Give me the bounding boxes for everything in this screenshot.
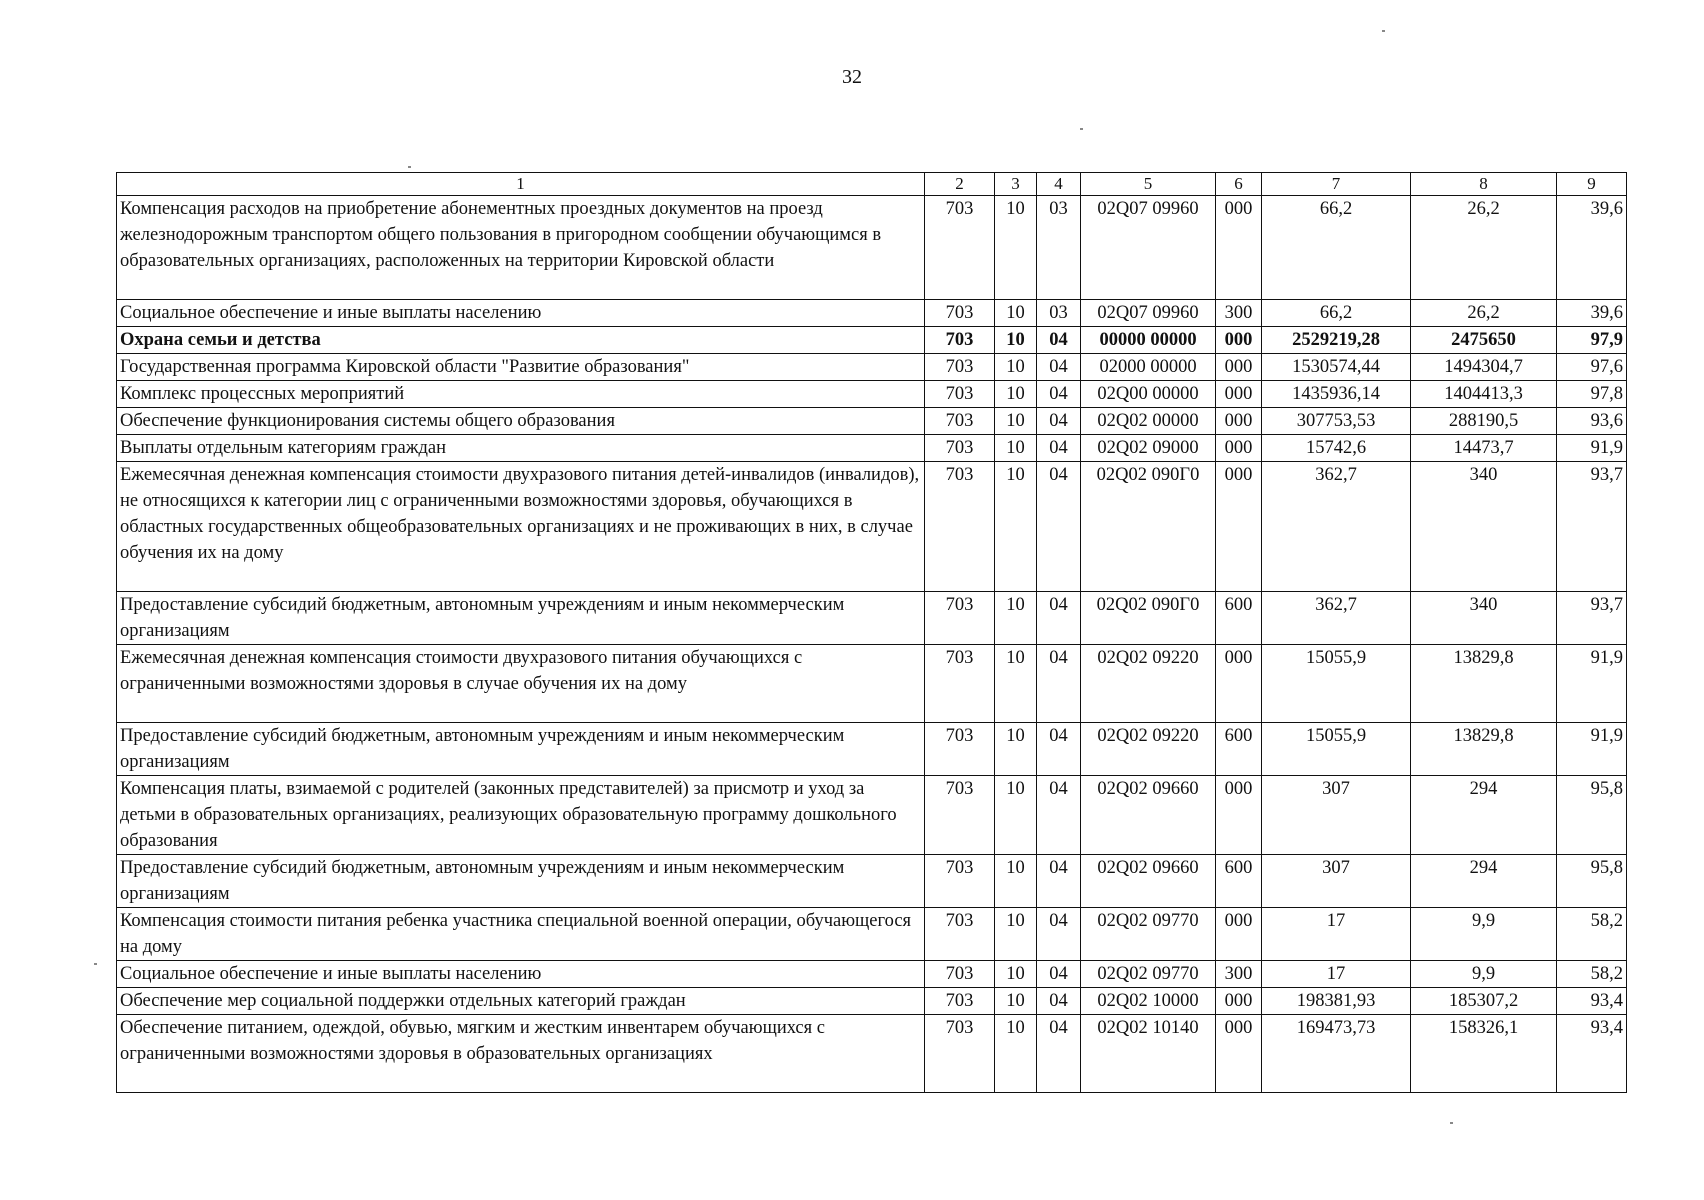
- row-col7-cell: 307: [1262, 855, 1411, 908]
- row-col3-cell: 10: [995, 908, 1037, 961]
- row-col5-cell: 02Q02 10000: [1081, 988, 1216, 1015]
- row-col3-cell: 10: [995, 354, 1037, 381]
- row-col4-cell: 04: [1037, 408, 1081, 435]
- scan-speck: [1450, 1122, 1453, 1124]
- table-row: [117, 855, 1627, 908]
- row-col5-cell: 02Q02 09660: [1081, 855, 1216, 908]
- row-col4-cell: 04: [1037, 988, 1081, 1015]
- row-col8-cell: 288190,5: [1411, 408, 1557, 435]
- row-col7-cell: 2529219,28: [1262, 327, 1411, 354]
- row-col9-cell: 97,6: [1557, 354, 1627, 381]
- row-col9-cell: 91,9: [1557, 435, 1627, 462]
- row-col6-cell: 000: [1216, 776, 1262, 855]
- row-col4-cell: 04: [1037, 327, 1081, 354]
- row-col9-cell: 39,6: [1557, 300, 1627, 327]
- row-col7-cell: 169473,73: [1262, 1015, 1411, 1093]
- row-name-cell: Обеспечение мер социальной поддержки отдельных категорий граждан: [117, 988, 925, 1015]
- row-col2-cell: 703: [925, 776, 995, 855]
- row-col5-cell: 02Q02 090Г0: [1081, 592, 1216, 645]
- row-col6-cell: 300: [1216, 961, 1262, 988]
- row-col3-cell: 10: [995, 855, 1037, 908]
- row-col8-cell: 185307,2: [1411, 988, 1557, 1015]
- row-col8-cell: 14473,7: [1411, 435, 1557, 462]
- table-row: [117, 435, 1627, 462]
- row-name-cell: Обеспечение функционирования системы общего образования: [117, 408, 925, 435]
- column-header-4: 4: [1037, 173, 1081, 196]
- row-col5-cell: 00000 00000: [1081, 327, 1216, 354]
- row-col2-cell: 703: [925, 327, 995, 354]
- row-col8-cell: 9,9: [1411, 961, 1557, 988]
- column-header-5: 5: [1081, 173, 1216, 196]
- column-header-7: 7: [1262, 173, 1411, 196]
- row-col7-cell: 66,2: [1262, 196, 1411, 300]
- row-col4-cell: 04: [1037, 435, 1081, 462]
- row-col7-cell: 15055,9: [1262, 645, 1411, 723]
- row-col9-cell: 93,6: [1557, 408, 1627, 435]
- row-col6-cell: 000: [1216, 435, 1262, 462]
- row-col3-cell: 10: [995, 381, 1037, 408]
- row-name-cell: Предоставление субсидий бюджетным, автономным учреждениям и иным некоммерческим организациям: [117, 855, 925, 908]
- table-row: [117, 354, 1627, 381]
- row-col8-cell: 294: [1411, 855, 1557, 908]
- table-row: [117, 961, 1627, 988]
- row-col5-cell: 02Q02 09770: [1081, 908, 1216, 961]
- table-row: [117, 196, 1627, 300]
- row-col6-cell: 000: [1216, 327, 1262, 354]
- row-col7-cell: 1530574,44: [1262, 354, 1411, 381]
- row-col2-cell: 703: [925, 1015, 995, 1093]
- row-col8-cell: 158326,1: [1411, 1015, 1557, 1093]
- row-col6-cell: 000: [1216, 196, 1262, 300]
- row-col5-cell: 02000 00000: [1081, 354, 1216, 381]
- row-col7-cell: 362,7: [1262, 592, 1411, 645]
- scan-speck: [408, 166, 411, 168]
- page-number: 32: [842, 66, 862, 88]
- row-col7-cell: 307753,53: [1262, 408, 1411, 435]
- row-col2-cell: 703: [925, 435, 995, 462]
- row-col3-cell: 10: [995, 988, 1037, 1015]
- row-col8-cell: 9,9: [1411, 908, 1557, 961]
- row-col9-cell: 58,2: [1557, 908, 1627, 961]
- row-col8-cell: 1404413,3: [1411, 381, 1557, 408]
- row-col8-cell: 1494304,7: [1411, 354, 1557, 381]
- row-col8-cell: 13829,8: [1411, 645, 1557, 723]
- row-col8-cell: 2475650: [1411, 327, 1557, 354]
- row-col4-cell: 04: [1037, 961, 1081, 988]
- table-row: [117, 723, 1627, 776]
- row-col8-cell: 13829,8: [1411, 723, 1557, 776]
- row-col3-cell: 10: [995, 961, 1037, 988]
- row-name-cell: Социальное обеспечение и иные выплаты населению: [117, 961, 925, 988]
- row-name-cell: Охрана семьи и детства: [117, 327, 925, 354]
- row-col6-cell: 000: [1216, 908, 1262, 961]
- row-col3-cell: 10: [995, 645, 1037, 723]
- row-col6-cell: 600: [1216, 855, 1262, 908]
- row-col9-cell: 93,7: [1557, 462, 1627, 592]
- row-name-cell: Предоставление субсидий бюджетным, автономным учреждениям и иным некоммерческим организациям: [117, 723, 925, 776]
- row-col5-cell: 02Q02 00000: [1081, 408, 1216, 435]
- row-col5-cell: 02Q02 09000: [1081, 435, 1216, 462]
- scan-speck: [1382, 30, 1385, 32]
- row-col9-cell: 97,8: [1557, 381, 1627, 408]
- row-col7-cell: 307: [1262, 776, 1411, 855]
- row-col2-cell: 703: [925, 300, 995, 327]
- row-col8-cell: 340: [1411, 592, 1557, 645]
- row-name-cell: Государственная программа Кировской области "Развитие образования": [117, 354, 925, 381]
- row-col9-cell: 93,4: [1557, 1015, 1627, 1093]
- row-col5-cell: 02Q07 09960: [1081, 196, 1216, 300]
- row-col5-cell: 02Q00 00000: [1081, 381, 1216, 408]
- row-col8-cell: 26,2: [1411, 196, 1557, 300]
- row-col4-cell: 04: [1037, 908, 1081, 961]
- table-row: [117, 462, 1627, 592]
- table-row: [117, 988, 1627, 1015]
- row-col9-cell: 91,9: [1557, 723, 1627, 776]
- row-col7-cell: 15055,9: [1262, 723, 1411, 776]
- row-col9-cell: 93,4: [1557, 988, 1627, 1015]
- row-col3-cell: 10: [995, 462, 1037, 592]
- row-col5-cell: 02Q02 09220: [1081, 723, 1216, 776]
- column-header-8: 8: [1411, 173, 1557, 196]
- row-col3-cell: 10: [995, 776, 1037, 855]
- row-col6-cell: 300: [1216, 300, 1262, 327]
- table-row: [117, 327, 1627, 354]
- row-col6-cell: 000: [1216, 381, 1262, 408]
- row-col4-cell: 04: [1037, 855, 1081, 908]
- row-col4-cell: 03: [1037, 196, 1081, 300]
- row-col3-cell: 10: [995, 723, 1037, 776]
- table-row: [117, 1015, 1627, 1093]
- row-col9-cell: 95,8: [1557, 855, 1627, 908]
- row-col5-cell: 02Q02 09770: [1081, 961, 1216, 988]
- row-col4-cell: 04: [1037, 776, 1081, 855]
- row-col8-cell: 340: [1411, 462, 1557, 592]
- row-col4-cell: 04: [1037, 723, 1081, 776]
- row-col5-cell: 02Q02 09220: [1081, 645, 1216, 723]
- scan-speck: [1080, 128, 1083, 130]
- table-row: [117, 592, 1627, 645]
- row-col7-cell: 17: [1262, 961, 1411, 988]
- row-col4-cell: 04: [1037, 592, 1081, 645]
- row-name-cell: Компенсация расходов на приобретение абонементных проездных документов на проезд железнодорожным транспортом общего пользования в пригородном сообщении обучающимся в образовательных организациях, расположенных на территории Кировской области: [117, 196, 925, 300]
- column-header-3: 3: [995, 173, 1037, 196]
- row-col7-cell: 362,7: [1262, 462, 1411, 592]
- row-col2-cell: 703: [925, 354, 995, 381]
- row-col6-cell: 600: [1216, 723, 1262, 776]
- row-col9-cell: 95,8: [1557, 776, 1627, 855]
- row-col3-cell: 10: [995, 1015, 1037, 1093]
- row-col8-cell: 294: [1411, 776, 1557, 855]
- column-header-2: 2: [925, 173, 995, 196]
- row-col4-cell: 04: [1037, 381, 1081, 408]
- row-col9-cell: 97,9: [1557, 327, 1627, 354]
- row-col2-cell: 703: [925, 988, 995, 1015]
- row-col5-cell: 02Q02 09660: [1081, 776, 1216, 855]
- row-col6-cell: 600: [1216, 592, 1262, 645]
- column-header-1: 1: [117, 173, 925, 196]
- row-col2-cell: 703: [925, 196, 995, 300]
- table-row: [117, 776, 1627, 855]
- row-name-cell: Комплекс процессных мероприятий: [117, 381, 925, 408]
- row-col9-cell: 91,9: [1557, 645, 1627, 723]
- row-col2-cell: 703: [925, 961, 995, 988]
- row-col6-cell: 000: [1216, 408, 1262, 435]
- row-col3-cell: 10: [995, 592, 1037, 645]
- row-name-cell: Предоставление субсидий бюджетным, автономным учреждениям и иным некоммерческим организациям: [117, 592, 925, 645]
- row-col4-cell: 04: [1037, 1015, 1081, 1093]
- row-name-cell: Обеспечение питанием, одеждой, обувью, мягким и жестким инвентарем обучающихся с ограниченными возможностями здоровья в образовательных организациях: [117, 1015, 925, 1093]
- row-col2-cell: 703: [925, 592, 995, 645]
- row-col2-cell: 703: [925, 381, 995, 408]
- row-col3-cell: 10: [995, 196, 1037, 300]
- row-name-cell: Ежемесячная денежная компенсация стоимости двухразового питания детей-инвалидов (инвалидов), не относящихся к категории лиц с ограниченными возможностями здоровья, обучающихся в областных государственных общеобразовательных организациях и не проживающих в них, в случае обучения их на дому: [117, 462, 925, 592]
- row-col5-cell: 02Q07 09960: [1081, 300, 1216, 327]
- row-col2-cell: 703: [925, 645, 995, 723]
- row-col4-cell: 03: [1037, 300, 1081, 327]
- row-col8-cell: 26,2: [1411, 300, 1557, 327]
- row-col3-cell: 10: [995, 408, 1037, 435]
- row-col6-cell: 000: [1216, 1015, 1262, 1093]
- row-col4-cell: 04: [1037, 462, 1081, 592]
- scan-speck: [94, 963, 97, 965]
- row-name-cell: Компенсация стоимости питания ребенка участника специальной военной операции, обучающегося на дому: [117, 908, 925, 961]
- row-col2-cell: 703: [925, 408, 995, 435]
- row-col3-cell: 10: [995, 435, 1037, 462]
- row-name-cell: Компенсация платы, взимаемой с родителей (законных представителей) за присмотр и уход за детьми в образовательных организациях, реализующих образовательную программу дошкольного образования: [117, 776, 925, 855]
- row-name-cell: Социальное обеспечение и иные выплаты населению: [117, 300, 925, 327]
- row-col2-cell: 703: [925, 855, 995, 908]
- row-col9-cell: 39,6: [1557, 196, 1627, 300]
- row-col6-cell: 000: [1216, 645, 1262, 723]
- row-col3-cell: 10: [995, 327, 1037, 354]
- column-number-row: [117, 173, 1627, 196]
- table-row: [117, 300, 1627, 327]
- row-col7-cell: 198381,93: [1262, 988, 1411, 1015]
- row-col6-cell: 000: [1216, 462, 1262, 592]
- row-col4-cell: 04: [1037, 354, 1081, 381]
- row-col7-cell: 15742,6: [1262, 435, 1411, 462]
- row-col9-cell: 58,2: [1557, 961, 1627, 988]
- table-row: [117, 408, 1627, 435]
- row-col5-cell: 02Q02 10140: [1081, 1015, 1216, 1093]
- budget-table: [116, 172, 1627, 1093]
- row-col2-cell: 703: [925, 723, 995, 776]
- row-col2-cell: 703: [925, 462, 995, 592]
- row-name-cell: Ежемесячная денежная компенсация стоимости двухразового питания обучающихся с ограниченными возможностями здоровья в случае обучения их на дому: [117, 645, 925, 723]
- row-col7-cell: 66,2: [1262, 300, 1411, 327]
- table-row: [117, 381, 1627, 408]
- table-row: [117, 908, 1627, 961]
- row-col7-cell: 1435936,14: [1262, 381, 1411, 408]
- column-header-6: 6: [1216, 173, 1262, 196]
- row-col2-cell: 703: [925, 908, 995, 961]
- row-col6-cell: 000: [1216, 354, 1262, 381]
- row-col9-cell: 93,7: [1557, 592, 1627, 645]
- row-col5-cell: 02Q02 090Г0: [1081, 462, 1216, 592]
- row-col4-cell: 04: [1037, 645, 1081, 723]
- row-name-cell: Выплаты отдельным категориям граждан: [117, 435, 925, 462]
- table-row: [117, 645, 1627, 723]
- row-col3-cell: 10: [995, 300, 1037, 327]
- column-header-9: 9: [1557, 173, 1627, 196]
- row-col6-cell: 000: [1216, 988, 1262, 1015]
- row-col7-cell: 17: [1262, 908, 1411, 961]
